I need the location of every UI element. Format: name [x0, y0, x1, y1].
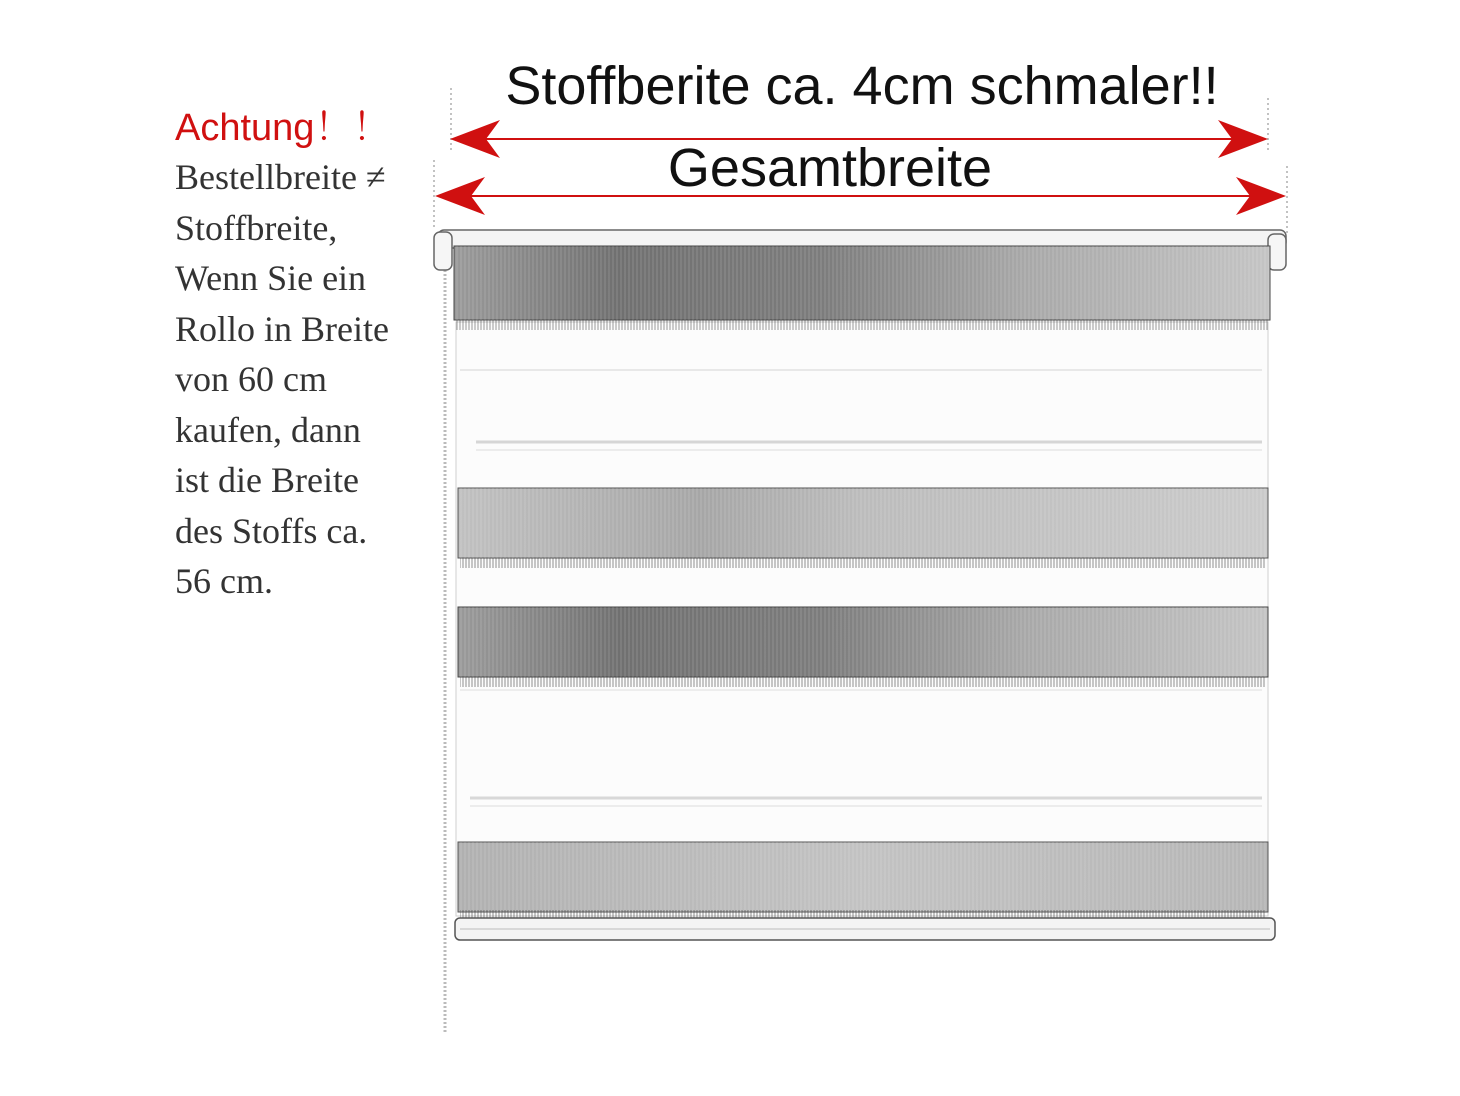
note-line: kaufen, dann — [175, 409, 361, 450]
fabric-width-label: Stoffberite ca. 4cm schmaler!! — [505, 56, 1219, 116]
note-line: Wenn Sie ein — [175, 258, 367, 298]
warning-note — [175, 104, 425, 607]
note-line: Rollo in Breite — [175, 308, 389, 349]
note-line: von 60 cm — [175, 359, 327, 399]
note-line: 56 cm. — [175, 561, 273, 601]
headrail — [438, 230, 1286, 248]
left-end-cap — [434, 232, 452, 270]
note-line: des Stoffs ca. — [175, 510, 368, 551]
right-end-cap — [1268, 234, 1286, 270]
roller-blind — [434, 230, 1286, 1032]
warning-heading: Achtung！！ — [175, 107, 391, 149]
note-line: Stoffbreite, — [175, 207, 338, 248]
total-width-label: Gesamtbreite — [667, 138, 993, 198]
note-line: Bestellbreite ≠ — [175, 157, 386, 197]
note-line: ist die Breite — [175, 460, 359, 500]
